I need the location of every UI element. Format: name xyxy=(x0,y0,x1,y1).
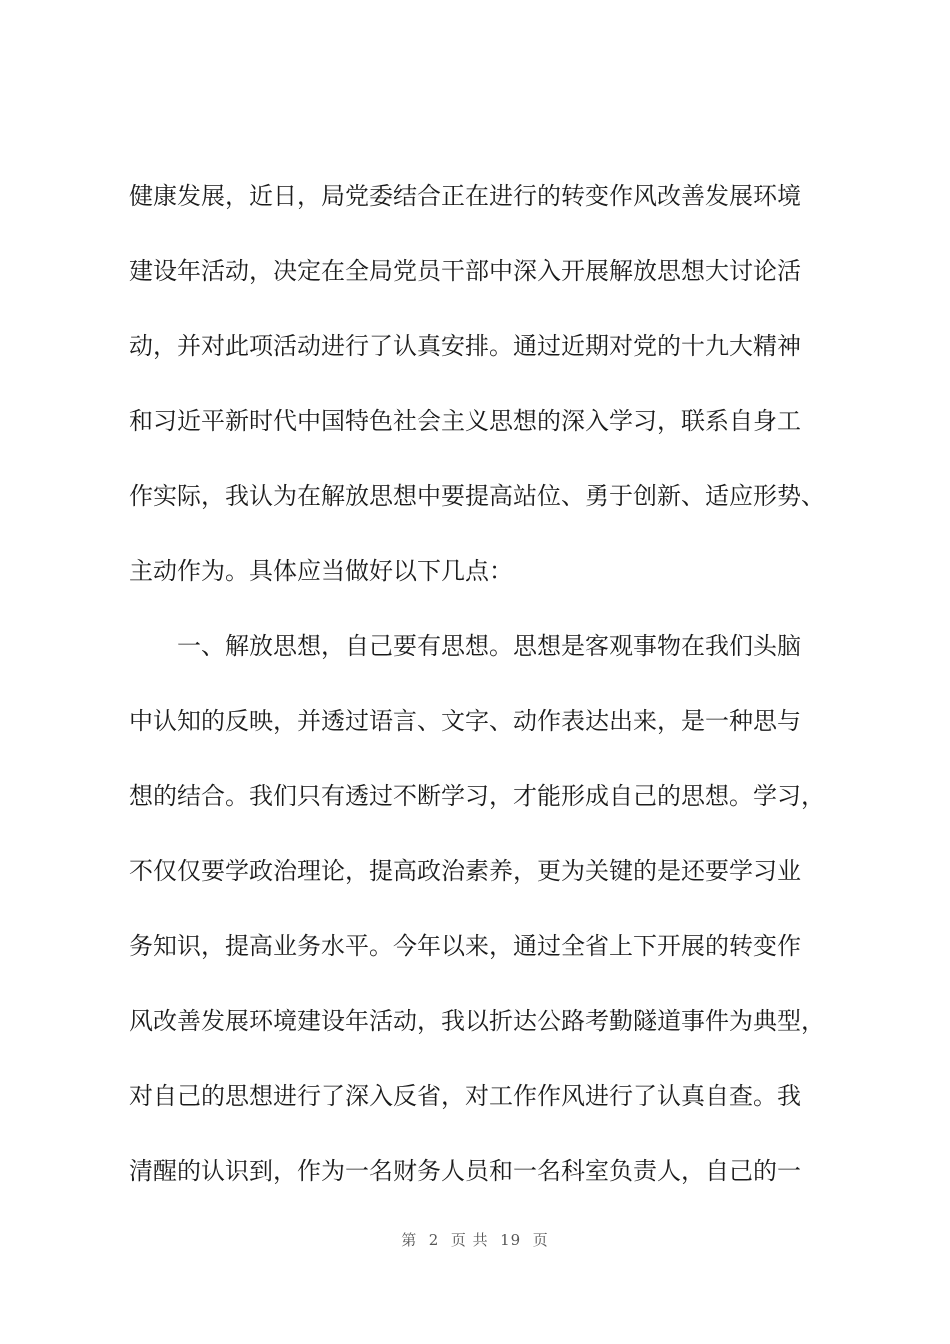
body-text-line: 想的结合。我们只有透过不断学习，才能形成自己的思想。学习， xyxy=(129,782,825,810)
body-text-line: 中认知的反映，并透过语言、文字、动作表达出来，是一种思与 xyxy=(129,707,801,735)
body-text-line: 清醒的认识到，作为一名财务人员和一名科室负责人，自己的一 xyxy=(129,1157,801,1185)
body-text-line: 和习近平新时代中国特色社会主义思想的深入学习，联系自身工 xyxy=(129,407,801,435)
body-text-line: 务知识，提高业务水平。今年以来，通过全省上下开展的转变作 xyxy=(129,932,801,960)
body-text-line: 不仅仅要学政治理论，提高政治素养，更为关键的是还要学习业 xyxy=(129,857,801,885)
body-text-line: 对自己的思想进行了深入反省，对工作作风进行了认真自查。我 xyxy=(129,1082,801,1110)
body-text-line: 作实际，我认为在解放思想中要提高站位、勇于创新、适应形势、 xyxy=(129,482,825,510)
body-text-line: 主动作为。具体应当做好以下几点： xyxy=(129,557,513,585)
page-number-footer: 第 2 页 共 19 页 xyxy=(401,1231,549,1249)
body-text-line: 动，并对此项活动进行了认真安排。通过近期对党的十九大精神 xyxy=(129,332,801,360)
body-text-line: 一、解放思想，自己要有思想。思想是客观事物在我们头脑 xyxy=(129,632,801,660)
body-text-line: 健康发展，近日，局党委结合正在进行的转变作风改善发展环境 xyxy=(129,182,801,210)
body-text-line: 风改善发展环境建设年活动，我以折达公路考勤隧道事件为典型， xyxy=(129,1007,825,1035)
body-text-line: 建设年活动，决定在全局党员干部中深入开展解放思想大讨论活 xyxy=(129,257,801,285)
